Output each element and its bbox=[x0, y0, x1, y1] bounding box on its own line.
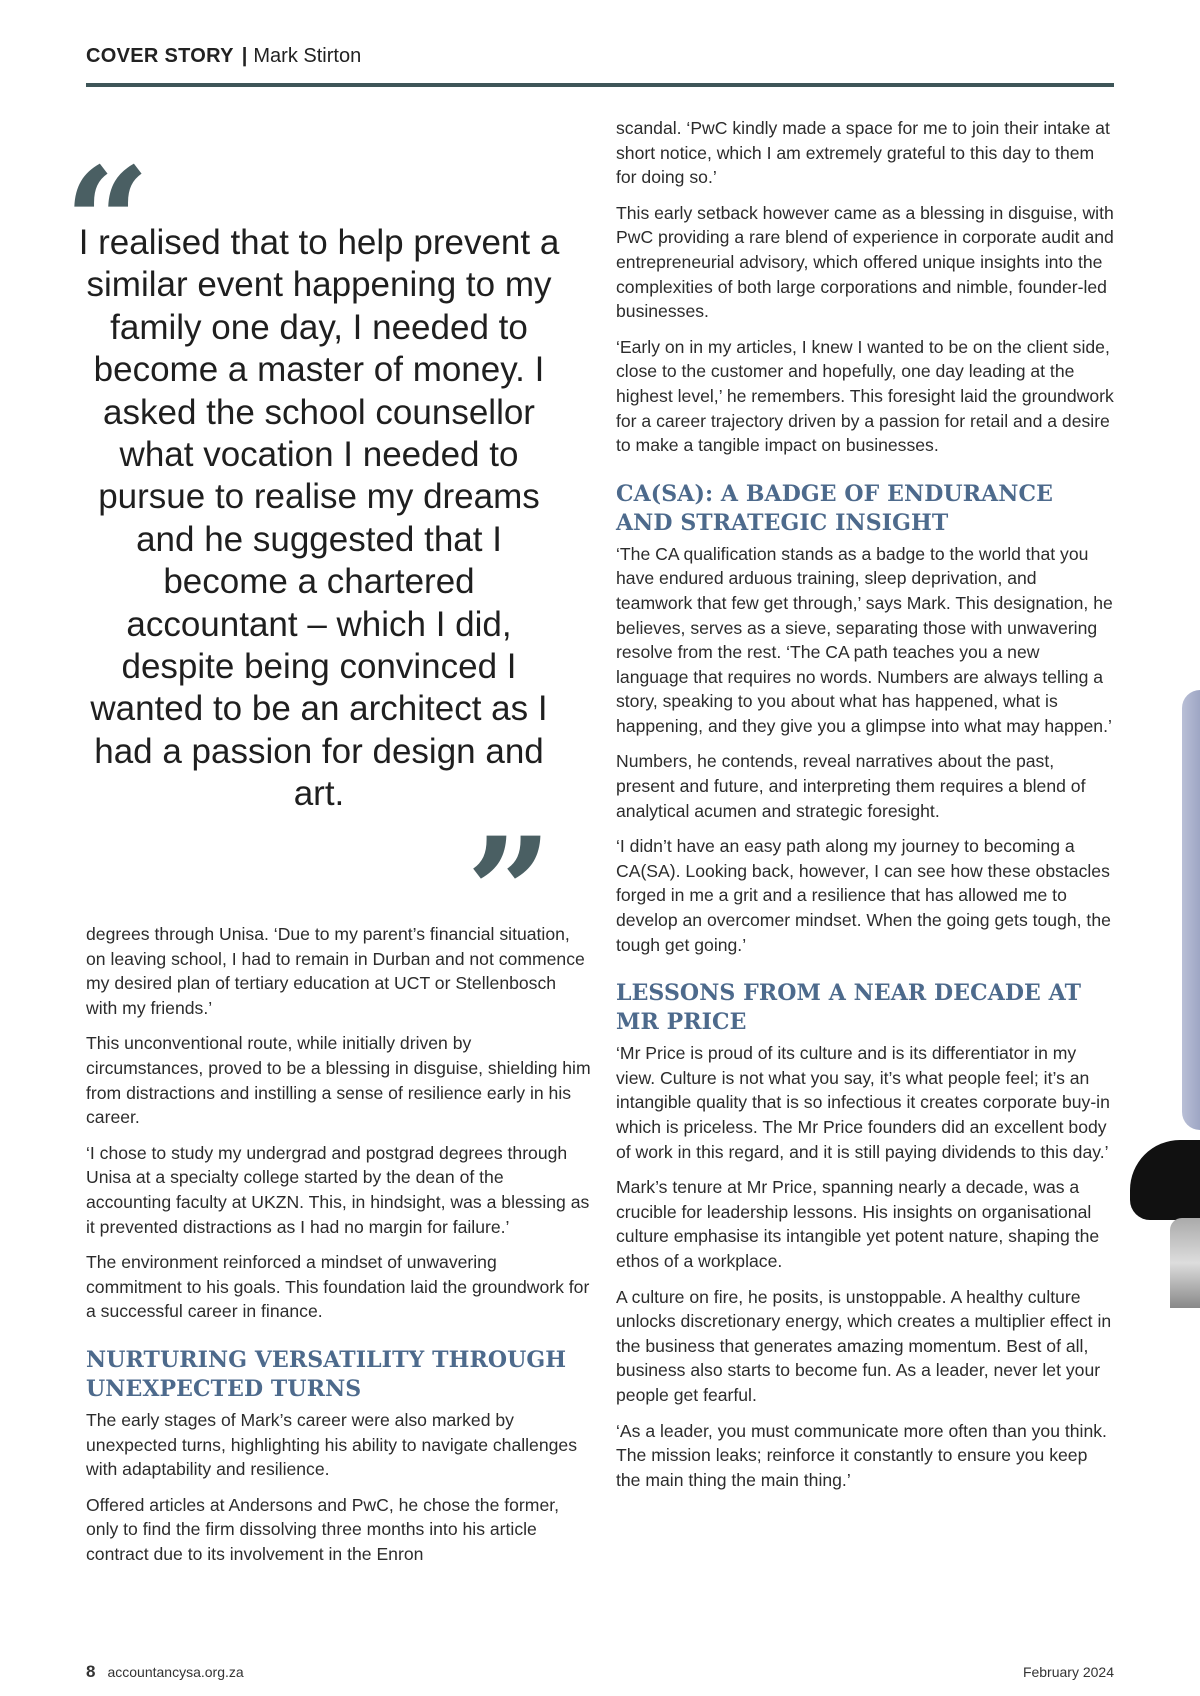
body-paragraph: ‘Early on in my articles, I knew I wanted to be on the client side, close to the customer and hopefully, one day leading at the highest level,’ he remembers. This foresight laid the groundwork for a career trajectory driven by a passion for retail and a desire to make a tangible impact on businesses. bbox=[616, 336, 1114, 456]
body-paragraph: The environment reinforced a mindset of unwavering commitment to his goals. This foundation laid the groundwork for a successful career in finance. bbox=[86, 1252, 590, 1322]
header-rule bbox=[86, 83, 1114, 87]
section-heading: NURTURING VERSATILITY THROUGH UNEXPECTED TURNS bbox=[86, 1346, 567, 1402]
open-quote-icon: “ bbox=[64, 135, 151, 311]
photo-edge-chair bbox=[1130, 1140, 1200, 1220]
author-name: Mark Stirton bbox=[253, 45, 362, 67]
body-paragraph: ‘As a leader, you must communicate more often than you think. The mission leaks; reinforce it constantly to ensure you keep the main thing the main thing.’ bbox=[616, 1420, 1107, 1490]
page-header bbox=[86, 44, 1114, 70]
page-footer bbox=[86, 1662, 1114, 1686]
header-separator: | bbox=[241, 45, 248, 67]
section-heading: CA(SA): A BADGE OF ENDURANCE AND STRATEGIC INSIGHT bbox=[616, 480, 1053, 536]
right-column bbox=[616, 116, 1116, 1503]
body-paragraph: scandal. ‘PwC kindly made a space for me to join their intake at short notice, which I am extremely grateful to this day to them for doing so.’ bbox=[616, 118, 1110, 188]
photo-edge-chair-frame bbox=[1170, 1218, 1200, 1308]
body-paragraph: Numbers, he contends, reveal narratives about the past, present and future, and interpreting them requires a blend of analytical acumen and strategic foresight. bbox=[616, 751, 1086, 821]
body-paragraph: This unconventional route, while initially driven by circumstances, proved to be a blessing in disguise, shielding him from distractions and instilling a sense of resilience early in his career. bbox=[86, 1033, 591, 1128]
body-paragraph: degrees through Unisa. ‘Due to my parent’s financial situation, on leaving school, I had to remain in Durban and not commence my desired plan of tertiary education at UCT or Stellenbosch with my friends.’ bbox=[86, 924, 585, 1018]
body-paragraph: Offered articles at Andersons and PwC, he chose the former, only to find the firm dissolving three months into his article contract due to its involvement in the Enron bbox=[86, 1494, 560, 1564]
left-column bbox=[86, 922, 591, 1577]
body-paragraph: ‘I didn’t have an easy path along my journey to becoming a CA(SA). Looking back, however, I can see how these obstacles forged in me a grit and a resilience that has allowed me to develop an overcomer mindset. When the going gets tough, the tough get going.’ bbox=[616, 836, 1111, 955]
body-paragraph: ‘Mr Price is proud of its culture and is its differentiator in my view. Culture is not what you say, it’s what people feel; it’s an intangible quality that is so infectious it creates corporate buy-in which is priceless. The Mr Price founders did an excellent body of work in this regard, and it is still paying dividends to this day.’ bbox=[616, 1043, 1110, 1162]
page-number: 8 bbox=[86, 1662, 96, 1681]
body-paragraph: A culture on fire, he posits, is unstoppable. A healthy culture unlocks discretionary energy, which creates a multiplier effect in the business that generates amazing momentum. Best of all, business also starts to become fun. As a leader, never let your people get fearful. bbox=[616, 1286, 1112, 1405]
body-paragraph: Mark’s tenure at Mr Price, spanning nearly a decade, was a crucible for leadership lessons. His insights on organisational culture emphasise its intangible yet potent nature, shaping the ethos of a workplace. bbox=[616, 1177, 1100, 1271]
section-heading: LESSONS FROM A NEAR DECADE AT MR PRICE bbox=[616, 980, 1082, 1036]
website-link[interactable]: accountancysa.org.za bbox=[107, 1664, 244, 1680]
issue-date: February 2024 bbox=[1022, 1664, 1114, 1680]
section-label: COVER STORY bbox=[86, 45, 234, 67]
body-paragraph: ‘The CA qualification stands as a badge to the world that you have endured arduous training, sleep deprivation, and teamwork that few get through,’ says Mark. This designation, he believes, serves as a sieve, separating those with unwavering resolve from the rest. ‘The CA path teaches you a new language that requires no words. Numbers are always telling a story, speaking to you about what has happened, what is happening, and they give you a glimpse into what may happen.’ bbox=[616, 543, 1113, 736]
body-paragraph: The early stages of Mark’s career were also marked by unexpected turns, highlighting his ability to navigate challenges with adaptability and resilience. bbox=[86, 1409, 577, 1480]
close-quote-icon: ” bbox=[466, 805, 553, 981]
body-paragraph: ‘I chose to study my undergrad and postgrad degrees through Unisa at a specialty college started by the dean of the accounting faculty at UKZN. This, in hindsight, was a blessing as it prevented distractions as I had no margin for failure.’ bbox=[86, 1142, 590, 1237]
body-paragraph: This early setback however came as a blessing in disguise, with PwC providing a rare blend of experience in corporate audit and entrepreneurial advisory, which offered unique insights into the complexities of both large corporations and nimble, founder-led businesses. bbox=[616, 202, 1114, 322]
pull-quote-text: I realised that to help prevent a similar event happening to my family one day, I needed to become a master of money. I asked the school counsellor what vocation I needed to pursue to realise my dreams and he suggested that I become a chartered accountant – which I did, despite being convinced I wanted to be an architect as I had a passion for design and art. bbox=[78, 223, 560, 814]
photo-edge-shirt bbox=[1182, 690, 1200, 1130]
